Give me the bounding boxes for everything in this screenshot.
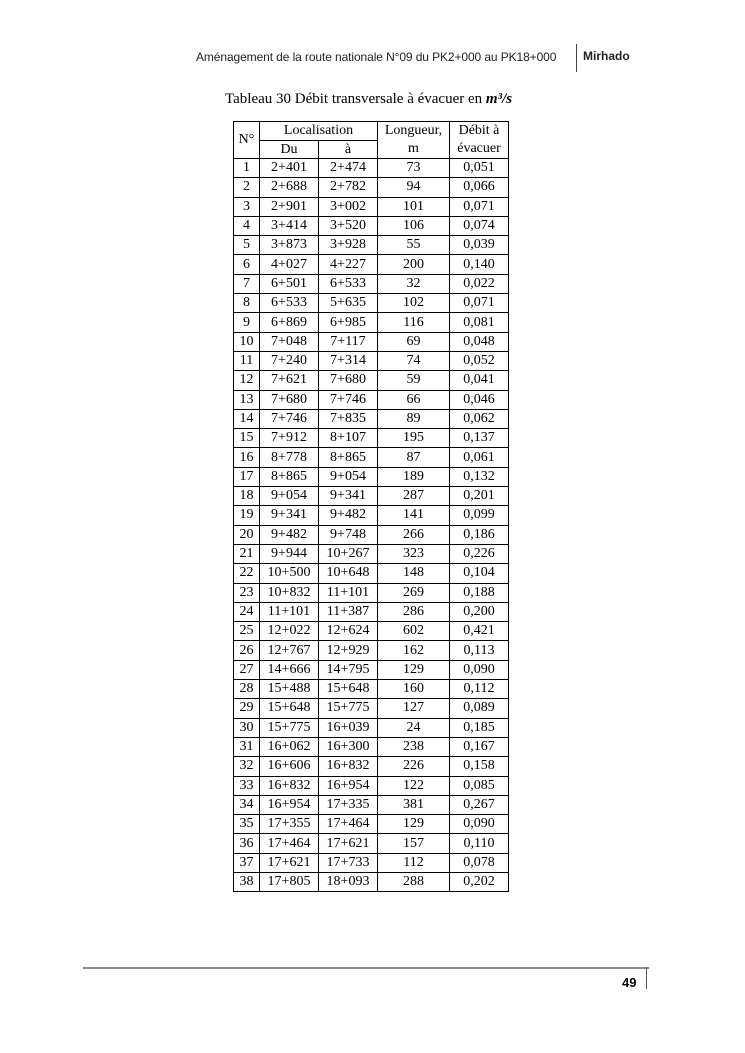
cell-du: 2+401: [260, 159, 319, 178]
cell-du: 7+048: [260, 332, 319, 351]
cell-num: 12: [234, 371, 260, 390]
flow-table: [233, 121, 509, 892]
cell-a: 6+533: [319, 274, 378, 293]
caption-text: Tableau 30 Débit transversale à évacuer en: [225, 91, 483, 107]
cell-num: 19: [234, 506, 260, 525]
cell-num: 36: [234, 834, 260, 853]
cell-debit: 0,090: [450, 815, 509, 834]
cell-num: 23: [234, 583, 260, 602]
table-row: [234, 274, 509, 293]
cell-du: 10+832: [260, 583, 319, 602]
cell-num: 31: [234, 737, 260, 756]
cell-debit: 0,052: [450, 351, 509, 370]
cell-du: 17+464: [260, 834, 319, 853]
cell-du: 3+873: [260, 236, 319, 255]
cell-longueur: 106: [378, 216, 450, 235]
cell-debit: 0,267: [450, 795, 509, 814]
cell-du: 2+901: [260, 197, 319, 216]
header-num: N°: [234, 122, 260, 159]
table-caption: [225, 91, 512, 108]
table-row: [234, 834, 509, 853]
cell-longueur: 200: [378, 255, 450, 274]
cell-du: 12+767: [260, 641, 319, 660]
cell-debit: 0,137: [450, 429, 509, 448]
table-header: [234, 122, 509, 159]
cell-a: 15+775: [319, 699, 378, 718]
cell-num: 4: [234, 216, 260, 235]
table-row: [234, 332, 509, 351]
cell-num: 37: [234, 853, 260, 872]
cell-debit: 0,104: [450, 564, 509, 583]
cell-du: 17+621: [260, 853, 319, 872]
cell-debit: 0,132: [450, 467, 509, 486]
cell-du: 14+666: [260, 660, 319, 679]
cell-a: 10+648: [319, 564, 378, 583]
cell-debit: 0,113: [450, 641, 509, 660]
cell-debit: 0,081: [450, 313, 509, 332]
cell-longueur: 89: [378, 409, 450, 428]
table-row: [234, 236, 509, 255]
cell-a: 9+482: [319, 506, 378, 525]
table-row: [234, 872, 509, 891]
cell-du: 8+778: [260, 448, 319, 467]
cell-longueur: 94: [378, 178, 450, 197]
cell-du: 7+912: [260, 429, 319, 448]
cell-a: 17+464: [319, 815, 378, 834]
table-row: [234, 371, 509, 390]
cell-longueur: 269: [378, 583, 450, 602]
cell-longueur: 112: [378, 853, 450, 872]
cell-a: 7+746: [319, 390, 378, 409]
cell-du: 15+488: [260, 680, 319, 699]
cell-a: 16+832: [319, 757, 378, 776]
cell-longueur: 69: [378, 332, 450, 351]
cell-debit: 0,062: [450, 409, 509, 428]
cell-du: 9+482: [260, 525, 319, 544]
cell-debit: 0,074: [450, 216, 509, 235]
table-row: [234, 409, 509, 428]
table-row: [234, 487, 509, 506]
cell-num: 20: [234, 525, 260, 544]
cell-num: 34: [234, 795, 260, 814]
cell-du: 16+954: [260, 795, 319, 814]
cell-debit: 0,078: [450, 853, 509, 872]
cell-du: 16+062: [260, 737, 319, 756]
cell-longueur: 287: [378, 487, 450, 506]
cell-num: 32: [234, 757, 260, 776]
header-du: Du: [260, 140, 319, 159]
cell-du: 17+805: [260, 872, 319, 891]
cell-longueur: 266: [378, 525, 450, 544]
cell-longueur: 102: [378, 294, 450, 313]
cell-debit: 0,099: [450, 506, 509, 525]
table-row: [234, 351, 509, 370]
cell-num: 14: [234, 409, 260, 428]
cell-du: 7+746: [260, 409, 319, 428]
cell-longueur: 66: [378, 390, 450, 409]
cell-num: 29: [234, 699, 260, 718]
cell-du: 6+533: [260, 294, 319, 313]
cell-du: 16+606: [260, 757, 319, 776]
table-row: [234, 583, 509, 602]
cell-longueur: 74: [378, 351, 450, 370]
cell-num: 18: [234, 487, 260, 506]
cell-num: 1: [234, 159, 260, 178]
cell-num: 27: [234, 660, 260, 679]
cell-du: 17+355: [260, 815, 319, 834]
table-row: [234, 815, 509, 834]
caption-unit: m³/s: [485, 91, 513, 107]
cell-a: 2+782: [319, 178, 378, 197]
cell-longueur: 127: [378, 699, 450, 718]
cell-debit: 0,201: [450, 487, 509, 506]
cell-longueur: 288: [378, 872, 450, 891]
cell-num: 9: [234, 313, 260, 332]
cell-a: 7+835: [319, 409, 378, 428]
table-row: [234, 159, 509, 178]
cell-a: 17+621: [319, 834, 378, 853]
cell-debit: 0,185: [450, 718, 509, 737]
cell-longueur: 160: [378, 680, 450, 699]
table-row: [234, 718, 509, 737]
header-debit-line1: Débit à: [458, 123, 500, 138]
cell-a: 7+314: [319, 351, 378, 370]
header-longueur-line1: Longueur,: [384, 123, 443, 138]
cell-debit: 0,089: [450, 699, 509, 718]
table-row: [234, 622, 509, 641]
cell-debit: 0,041: [450, 371, 509, 390]
table-row: [234, 216, 509, 235]
cell-a: 7+680: [319, 371, 378, 390]
table-row: [234, 390, 509, 409]
cell-debit: 0,061: [450, 448, 509, 467]
cell-debit: 0,112: [450, 680, 509, 699]
cell-longueur: 32: [378, 274, 450, 293]
cell-a: 10+267: [319, 544, 378, 563]
cell-longueur: 101: [378, 197, 450, 216]
cell-longueur: 148: [378, 564, 450, 583]
cell-debit: 0,421: [450, 622, 509, 641]
cell-debit: 0,167: [450, 737, 509, 756]
cell-du: 12+022: [260, 622, 319, 641]
cell-du: 6+869: [260, 313, 319, 332]
cell-du: 8+865: [260, 467, 319, 486]
cell-du: 9+054: [260, 487, 319, 506]
cell-a: 17+733: [319, 853, 378, 872]
table-row: [234, 255, 509, 274]
cell-longueur: 381: [378, 795, 450, 814]
cell-du: 7+680: [260, 390, 319, 409]
cell-longueur: 122: [378, 776, 450, 795]
table-row: [234, 525, 509, 544]
cell-longueur: 87: [378, 448, 450, 467]
cell-du: 15+775: [260, 718, 319, 737]
cell-num: 13: [234, 390, 260, 409]
cell-du: 10+500: [260, 564, 319, 583]
table-row: [234, 602, 509, 621]
cell-du: 16+832: [260, 776, 319, 795]
cell-a: 4+227: [319, 255, 378, 274]
table-row: [234, 776, 509, 795]
table-row: [234, 795, 509, 814]
cell-a: 3+002: [319, 197, 378, 216]
running-header-author: Mirhado: [583, 49, 630, 63]
cell-num: 24: [234, 602, 260, 621]
header-localisation: Localisation: [260, 122, 378, 141]
cell-debit: 0,071: [450, 294, 509, 313]
cell-a: 7+117: [319, 332, 378, 351]
cell-debit: 0,200: [450, 602, 509, 621]
cell-du: 11+101: [260, 602, 319, 621]
cell-a: 6+985: [319, 313, 378, 332]
table-row: [234, 660, 509, 679]
cell-longueur: 141: [378, 506, 450, 525]
cell-longueur: 59: [378, 371, 450, 390]
cell-debit: 0,090: [450, 660, 509, 679]
cell-a: 3+520: [319, 216, 378, 235]
cell-a: 18+093: [319, 872, 378, 891]
cell-a: 9+341: [319, 487, 378, 506]
cell-longueur: 129: [378, 815, 450, 834]
cell-longueur: 162: [378, 641, 450, 660]
cell-du: 9+944: [260, 544, 319, 563]
table-row: [234, 853, 509, 872]
page-number: 49: [622, 975, 637, 990]
table-row: [234, 429, 509, 448]
cell-longueur: 323: [378, 544, 450, 563]
cell-num: 8: [234, 294, 260, 313]
cell-longueur: 129: [378, 660, 450, 679]
cell-num: 3: [234, 197, 260, 216]
cell-a: 16+039: [319, 718, 378, 737]
cell-du: 4+027: [260, 255, 319, 274]
table-row: [234, 313, 509, 332]
table-row: [234, 641, 509, 660]
cell-longueur: 189: [378, 467, 450, 486]
header-debit-line2: évacuer: [457, 141, 501, 156]
cell-a: 5+635: [319, 294, 378, 313]
cell-num: 16: [234, 448, 260, 467]
cell-debit: 0,022: [450, 274, 509, 293]
cell-num: 22: [234, 564, 260, 583]
cell-du: 7+240: [260, 351, 319, 370]
cell-num: 2: [234, 178, 260, 197]
cell-du: 15+648: [260, 699, 319, 718]
cell-du: 9+341: [260, 506, 319, 525]
table-row: [234, 467, 509, 486]
cell-du: 3+414: [260, 216, 319, 235]
cell-a: 15+648: [319, 680, 378, 699]
cell-debit: 0,158: [450, 757, 509, 776]
cell-debit: 0,051: [450, 159, 509, 178]
header-debit: [450, 122, 509, 159]
cell-longueur: 73: [378, 159, 450, 178]
cell-debit: 0,110: [450, 834, 509, 853]
cell-debit: 0,188: [450, 583, 509, 602]
cell-longueur: 602: [378, 622, 450, 641]
cell-debit: 0,202: [450, 872, 509, 891]
cell-du: 7+621: [260, 371, 319, 390]
cell-a: 9+748: [319, 525, 378, 544]
table-row: [234, 178, 509, 197]
cell-a: 16+954: [319, 776, 378, 795]
cell-a: 12+929: [319, 641, 378, 660]
cell-num: 10: [234, 332, 260, 351]
cell-a: 8+107: [319, 429, 378, 448]
header-longueur-line2: m: [408, 141, 419, 156]
header-a: à: [319, 140, 378, 159]
cell-longueur: 116: [378, 313, 450, 332]
cell-num: 28: [234, 680, 260, 699]
cell-num: 26: [234, 641, 260, 660]
table-row: [234, 544, 509, 563]
table-row: [234, 197, 509, 216]
cell-debit: 0,039: [450, 236, 509, 255]
footer-line: [83, 967, 649, 969]
cell-debit: 0,066: [450, 178, 509, 197]
page-number-divider: [646, 967, 647, 989]
cell-du: 2+688: [260, 178, 319, 197]
cell-debit: 0,186: [450, 525, 509, 544]
cell-a: 8+865: [319, 448, 378, 467]
cell-a: 14+795: [319, 660, 378, 679]
cell-debit: 0,226: [450, 544, 509, 563]
table-row: [234, 506, 509, 525]
cell-a: 2+474: [319, 159, 378, 178]
cell-du: 6+501: [260, 274, 319, 293]
cell-a: 9+054: [319, 467, 378, 486]
cell-num: 5: [234, 236, 260, 255]
cell-num: 25: [234, 622, 260, 641]
header-longueur: [378, 122, 450, 159]
header-divider: [576, 44, 577, 72]
cell-debit: 0,046: [450, 390, 509, 409]
cell-longueur: 157: [378, 834, 450, 853]
cell-num: 15: [234, 429, 260, 448]
cell-a: 17+335: [319, 795, 378, 814]
table-row: [234, 757, 509, 776]
cell-debit: 0,071: [450, 197, 509, 216]
table-row: [234, 294, 509, 313]
cell-num: 7: [234, 274, 260, 293]
cell-debit: 0,140: [450, 255, 509, 274]
cell-num: 17: [234, 467, 260, 486]
running-header-title: Aménagement de la route nationale N°09 du PK2+000 au PK18+000: [196, 50, 557, 64]
cell-num: 30: [234, 718, 260, 737]
cell-longueur: 195: [378, 429, 450, 448]
cell-debit: 0,048: [450, 332, 509, 351]
cell-num: 11: [234, 351, 260, 370]
cell-num: 21: [234, 544, 260, 563]
cell-a: 11+101: [319, 583, 378, 602]
table-row: [234, 680, 509, 699]
cell-a: 16+300: [319, 737, 378, 756]
cell-num: 6: [234, 255, 260, 274]
cell-longueur: 226: [378, 757, 450, 776]
table-row: [234, 448, 509, 467]
cell-longueur: 286: [378, 602, 450, 621]
table-row: [234, 737, 509, 756]
table-body: [234, 159, 509, 892]
cell-a: 12+624: [319, 622, 378, 641]
cell-debit: 0,085: [450, 776, 509, 795]
cell-longueur: 238: [378, 737, 450, 756]
cell-longueur: 55: [378, 236, 450, 255]
cell-num: 33: [234, 776, 260, 795]
cell-longueur: 24: [378, 718, 450, 737]
cell-num: 35: [234, 815, 260, 834]
cell-num: 38: [234, 872, 260, 891]
table-row: [234, 564, 509, 583]
table-row: [234, 699, 509, 718]
cell-a: 3+928: [319, 236, 378, 255]
cell-a: 11+387: [319, 602, 378, 621]
